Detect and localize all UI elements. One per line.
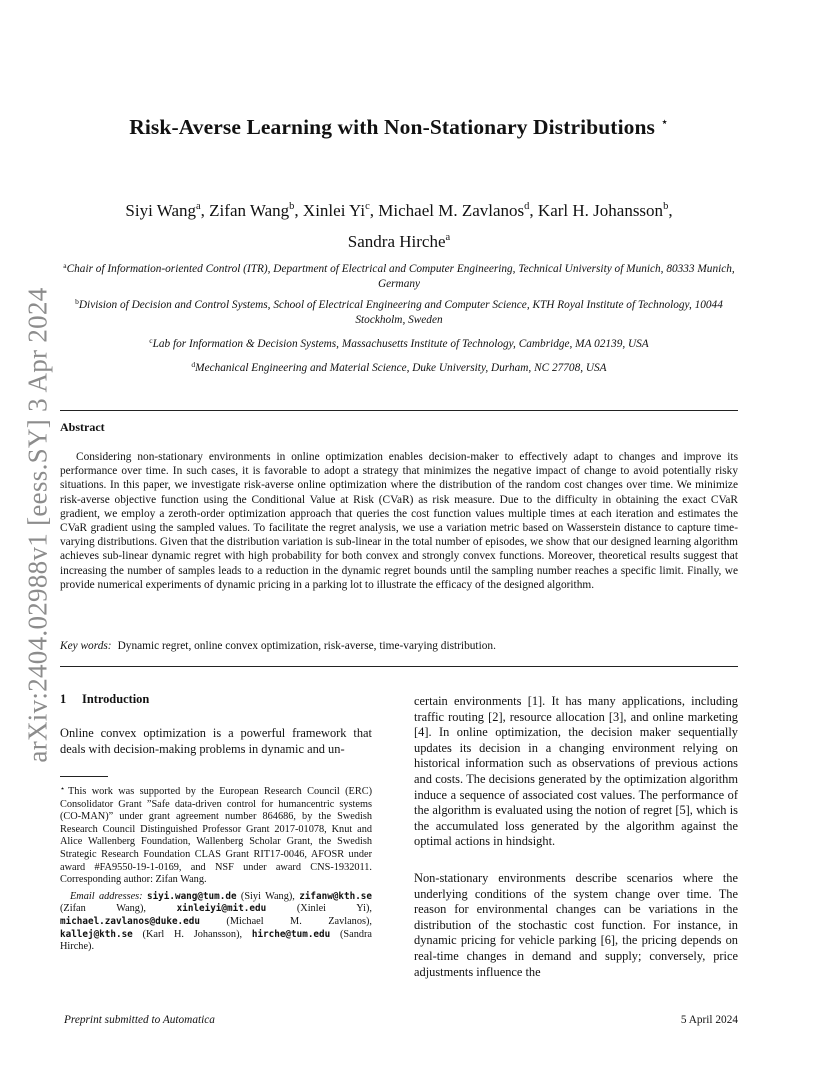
email-link[interactable]: siyi.wang@tum.de xyxy=(146,890,237,902)
funding-note: ⋆ This work was supported by the European Research Council (ERC) Consolidator Grant ”Safe data-driven control for humancentric systems (CO-MAN)” under grant agreement number 864686, by the Swedish Research Council Distinguished Professor Grant 2017-01078, Knut and Alice Wallenberg Foundation, Wallenberg Scholar Grant, the Swedish Strategic Research Foundation CLAS Grant RIT17-0046, AFOSR under award #FA9550-19-1-0169, and NSF under award CNS-1932011. Corresponding author: Zifan Wang. xyxy=(60,784,372,886)
right-column-paragraph-2: Non-stationary environments describe scenarios where the underlying conditions of the system change over time. The reason for environmental changes can be variations in the distribution of the stochastic cost function. For instance, in dynamic pricing for vehicle parking [6], the pricing depends on real-time changes in demand and supply; conversely, price adjustments influence the xyxy=(414,871,738,979)
keywords-text: Dynamic regret, online convex optimization, risk-averse, time-varying distribution. xyxy=(117,640,496,652)
author: Michael M. Zavlanos$^d$, xyxy=(378,201,538,220)
email-link[interactable]: michael.zavlanos@duke.edu xyxy=(60,915,200,927)
email-link[interactable]: zifanw@kth.se xyxy=(299,890,372,902)
email-link[interactable]: kallej@kth.se xyxy=(60,928,133,940)
abstract-heading: Abstract xyxy=(60,420,105,434)
abstract-text: Considering non-stationary environments in online optimization enables decision-maker to effectively adapt to changes and improve its performance over time. In such cases, it is favorable to adopt a strategy that minimizes the negative impact of change to avoid potentially risky situations. In this paper, we investigate risk-averse online optimization where the distribution of the random cost changes over time. We minimize risk-averse objective function using the Conditional Value at Risk (CVaR) as risk measure. Due to the difficulty in obtaining the exact CVaR gradient, we employ a zeroth-order optimization approach that queries the cost function values multiple times at each iteration and estimates the CVaR gradient using the sampled values. To facilitate the regret analysis, we use a variation metric based on Wasserstein distance to capture time-varying distributions. Given that the distribution variation is sub-linear in the total number of episodes, we show that our designed learning algorithm achieves sub-linear dynamic regret with high probability for both convex and strongly convex functions. Moreover, theoretical results suggest that increasing the number of samples leads to a reduction in the dynamic regret bounds until the sampling number reaches a specific limit. Finally, we provide numerical experiments of dynamic pricing in a parking lot to illustrate the efficacy of the designed algorithm. xyxy=(60,451,738,591)
left-column-paragraph: Online convex optimization is a powerful framework that deals with decision-making problems in dynamic and un- xyxy=(60,726,372,756)
title-footnote-mark: ⋆ xyxy=(660,114,669,129)
affiliation-a: $^a$Chair of Information-oriented Control (ITR), Department of Electrical and Computer Engineering, Technical University of Munich, 80333 Munich, Germany xyxy=(63,261,735,290)
paper-title xyxy=(60,114,738,140)
keywords-label: Key words: xyxy=(60,640,112,652)
affiliation-c: $^c$Lab for Information & Decision Systems, Massachusetts Institute of Technology, Cambridge, MA 02139, USA xyxy=(149,336,649,350)
abstract-bottom-rule xyxy=(60,666,738,667)
keywords xyxy=(60,640,738,652)
author: Siyi Wang$^a$, xyxy=(125,201,210,220)
email-link[interactable]: xinleiyi@mit.edu xyxy=(176,903,267,915)
footer-date: 5 April 2024 xyxy=(680,1014,738,1026)
footer-preprint-note: Preprint submitted to Automatica xyxy=(64,1014,215,1026)
abstract-top-rule xyxy=(60,410,738,411)
affiliation-b: $^b$Division of Decision and Control Systems, School of Electrical Engineering and Computer Science, KTH Royal Institute of Technology, 10044 Stockholm, Sweden xyxy=(75,297,723,326)
section-heading xyxy=(60,692,149,707)
author: Karl H. Johansson$^b$, xyxy=(537,201,673,220)
email-link[interactable]: hirche@tum.edu xyxy=(251,928,331,940)
author: Sandra Hirche$^a$ xyxy=(347,232,451,251)
section-title: Introduction xyxy=(82,692,150,706)
arxiv-sidebar-stamp xyxy=(18,280,58,770)
affiliation-d: $^d$Mechanical Engineering and Material Science, Duke University, Durham, NC 27708, USA xyxy=(191,360,607,374)
author: Xinlei Yi$^c$, xyxy=(302,201,379,220)
footnote-rule xyxy=(60,776,108,777)
author-list xyxy=(60,193,738,255)
email-addresses: Email addresses: siyi.wang@tum.de (Siyi Wang), zifanw@kth.se (Zifan Wang), xinleiyi@mit.edu (Xinlei Yi), michael.zavlanos@duke.edu (Michael M. Zavlanos), kallej@kth.se (Karl H. Johansson), hirche@tum.edu (Sandra Hirche). xyxy=(60,890,373,953)
footnote xyxy=(60,783,372,954)
right-column-paragraph-1: certain environments [1]. It has many applications, including traffic routing [2], resource allocation [3], and online marketing [4]. In online optimization, the decision maker sequentially updates its decision in a changing environment relying on historical information such as observations of previous actions and costs. The decisions generated by the optimization algorithm induce a sequence of associated cost values. The performance of the algorithm is evaluated using the notion of regret [5], which is the accumulated loss generated by the algorithm against the optimal actions in hindsight. xyxy=(414,694,738,849)
author: Zifan Wang$^b$, xyxy=(209,201,303,220)
title-text: Risk-Averse Learning with Non-Stationary Distributions xyxy=(129,115,656,139)
arxiv-id: arXiv:2404.02988v1 [eess.SY] 3 Apr 2024 xyxy=(22,287,53,763)
section-number: 1 xyxy=(60,692,67,706)
